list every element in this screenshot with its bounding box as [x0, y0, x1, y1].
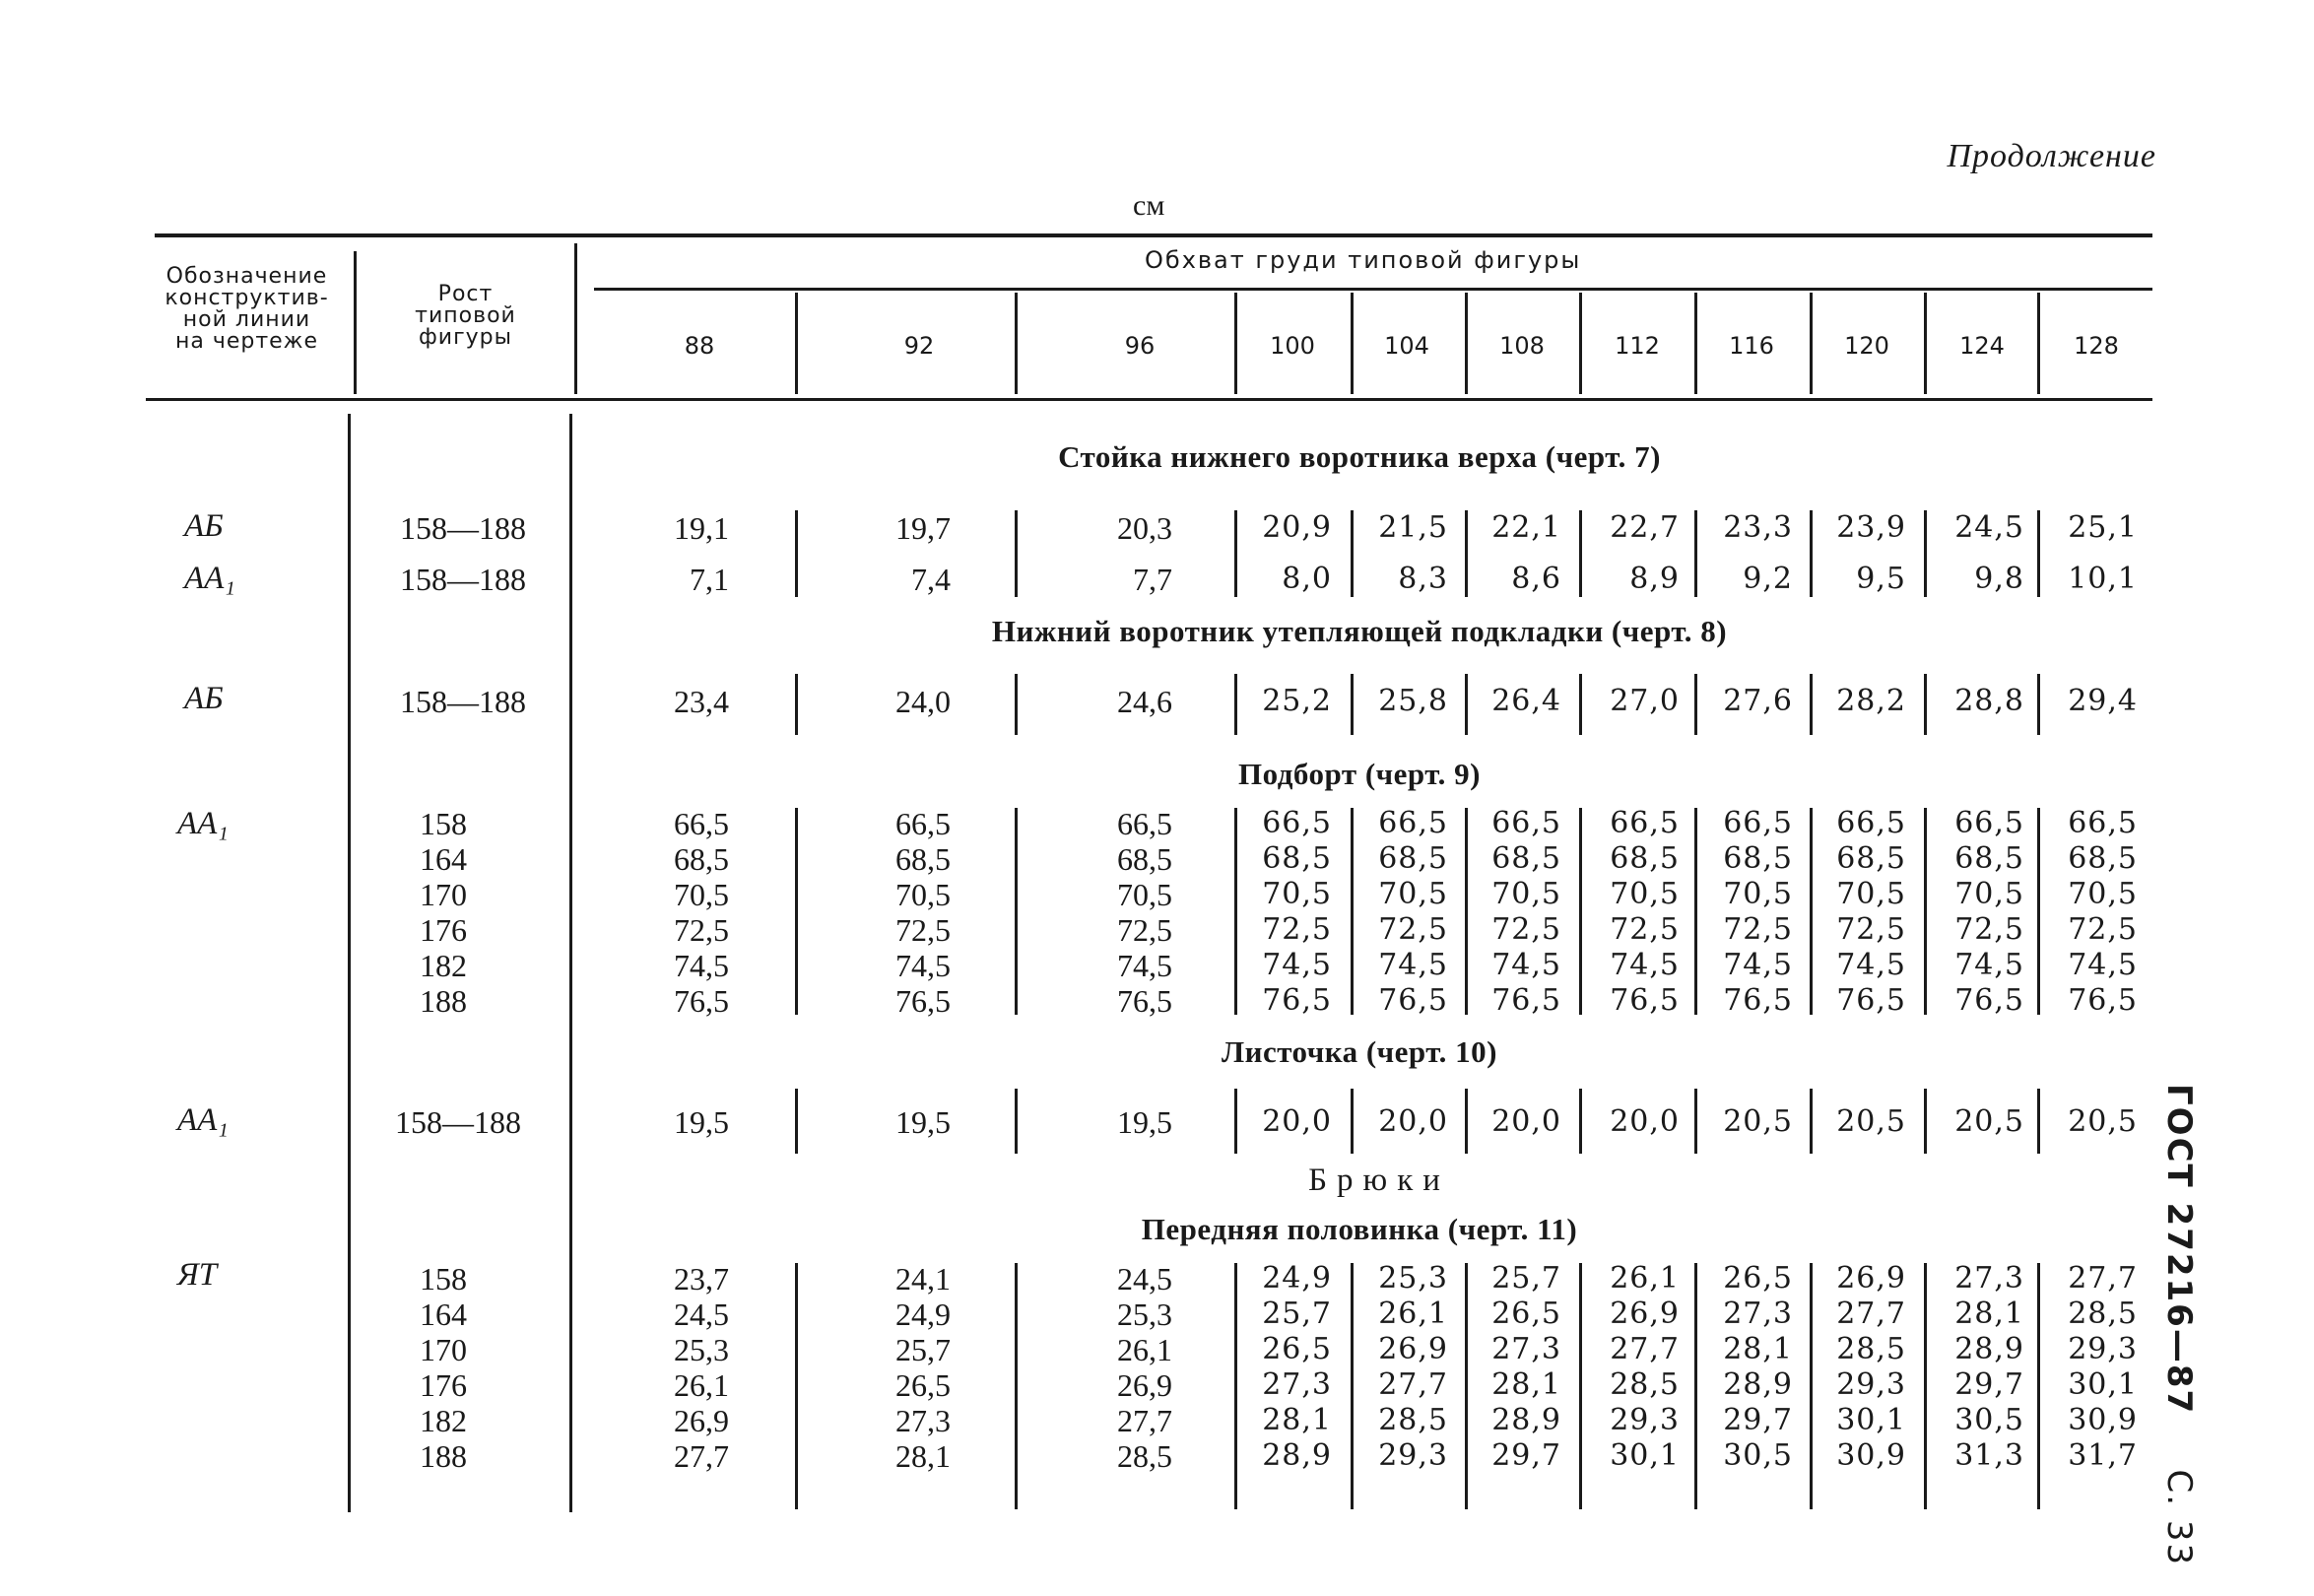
header-divider-2	[574, 243, 577, 394]
cell-divider	[1694, 1089, 1697, 1154]
header-height-line: типовой	[415, 303, 516, 328]
value-column: 26,9 27,7 28,5 29,3 30,1 30,9	[1836, 1261, 1906, 1473]
girth-header: 100	[1270, 332, 1315, 360]
unit-label: см	[1133, 189, 1165, 222]
value-column: 26,1 26,9 27,7 28,5 29,3 30,1	[1610, 1261, 1680, 1473]
value-cell: 27,6	[1723, 684, 1793, 718]
value-column: 66,5 68,5 70,5 72,5 74,5 76,5	[895, 806, 951, 1019]
cell-divider	[1924, 674, 1927, 735]
cell-divider	[1465, 1263, 1468, 1509]
designation: АА₁	[184, 561, 235, 596]
section-title: Нижний воротник утепляющей подкладки (черт. 8)	[991, 614, 1728, 648]
cell-divider	[1351, 808, 1354, 1015]
value-cell: 19,5	[1117, 1104, 1172, 1140]
cell-divider	[1234, 1263, 1237, 1509]
header-divider-1	[354, 251, 357, 394]
cell-divider	[1579, 808, 1582, 1015]
cell-divider	[1015, 510, 1018, 597]
value-cell: 8,6	[1511, 562, 1561, 596]
section-title: Стойка нижнего воротника верха (черт. 7)	[1058, 439, 1661, 474]
side-label	[2159, 1084, 2199, 1596]
girth-header: 120	[1844, 332, 1889, 360]
cell-divider	[795, 674, 798, 735]
value-cell: 7,4	[911, 562, 951, 597]
header-bottom-rule	[146, 398, 2152, 401]
value-cell: 20,0	[1378, 1104, 1448, 1139]
cell-divider	[1924, 1263, 1927, 1509]
header-top-rule	[155, 233, 2152, 237]
cell-divider	[2037, 808, 2040, 1015]
value-cell: 24,6	[1117, 684, 1172, 719]
cell-divider	[1924, 808, 1927, 1015]
girth-divider	[1810, 293, 1813, 394]
girth-header: 128	[2074, 332, 2119, 360]
value-cell: 19,1	[674, 510, 729, 546]
header-height-line: фигуры	[418, 325, 513, 350]
girth-header: 96	[1124, 332, 1156, 360]
value-cell: 23,3	[1723, 510, 1793, 545]
value-column: 66,5 68,5 70,5 72,5 74,5 76,5	[1117, 806, 1172, 1019]
value-cell: 20,5	[1723, 1104, 1793, 1139]
value-cell: 25,8	[1378, 684, 1448, 718]
girth-header: 104	[1384, 332, 1429, 360]
cell-divider	[1015, 1089, 1018, 1154]
cell-divider	[1810, 1263, 1813, 1509]
value-cell: 20,5	[1836, 1104, 1906, 1139]
value-cell: 20,5	[2068, 1104, 2138, 1139]
value-cell: 20,0	[1262, 1104, 1332, 1139]
header-span-rule	[594, 288, 2152, 291]
girth-divider	[1465, 293, 1468, 394]
cell-divider	[795, 808, 798, 1015]
header-height	[360, 284, 571, 349]
group-title: Брюки	[1308, 1163, 1450, 1198]
cell-divider	[1465, 1089, 1468, 1154]
girth-header: 112	[1615, 332, 1660, 360]
value-cell: 10,1	[2068, 562, 2138, 596]
value-column: 66,5 68,5 70,5 72,5 74,5 76,5	[1723, 806, 1793, 1018]
value-cell: 28,2	[1836, 684, 1906, 718]
value-cell: 25,2	[1262, 684, 1332, 718]
girth-divider	[1579, 293, 1582, 394]
cell-divider	[2037, 674, 2040, 735]
page-number: С. 33	[2159, 1469, 2199, 1567]
value-cell: 19,5	[895, 1104, 951, 1140]
value-cell: 24,0	[895, 684, 951, 719]
cell-divider	[1015, 1263, 1018, 1509]
cell-divider	[1351, 674, 1354, 735]
header-designation-line: на чертеже	[174, 329, 319, 354]
value-cell: 25,1	[2068, 510, 2138, 545]
cell-divider	[2037, 1263, 2040, 1509]
header-height-line: Рост	[437, 282, 494, 306]
value-column: 24,9 25,7 26,5 27,3 28,1 28,9	[1262, 1261, 1332, 1473]
header-designation-line: ной линии	[182, 307, 311, 332]
cell-divider	[1810, 674, 1813, 735]
section-title: Подборт (черт. 9)	[1238, 757, 1481, 791]
cell-divider	[1694, 808, 1697, 1015]
header-designation-line: конструктив-	[165, 286, 329, 310]
value-cell: 22,1	[1491, 510, 1561, 545]
value-cell: 9,2	[1743, 562, 1793, 596]
value-column: 24,1 24,9 25,7 26,5 27,3 28,1	[895, 1261, 951, 1474]
value-cell: 20,0	[1491, 1104, 1561, 1139]
value-column: 66,5 68,5 70,5 72,5 74,5 76,5	[2068, 806, 2138, 1018]
value-column: 27,3 28,1 28,9 29,7 30,5 31,3	[1954, 1261, 2024, 1473]
value-column: 66,5 68,5 70,5 72,5 74,5 76,5	[1954, 806, 2024, 1018]
value-column: 66,5 68,5 70,5 72,5 74,5 76,5	[1610, 806, 1680, 1018]
value-cell: 26,4	[1491, 684, 1561, 718]
cell-divider	[1015, 808, 1018, 1015]
value-cell: 8,3	[1398, 562, 1448, 596]
value-column: 25,3 26,1 26,9 27,7 28,5 29,3	[1378, 1261, 1448, 1473]
cell-divider	[795, 1089, 798, 1154]
value-cell: 7,7	[1133, 562, 1172, 597]
designation: АА₁	[177, 806, 229, 841]
cell-divider	[1924, 1089, 1927, 1154]
cell-divider	[1810, 808, 1813, 1015]
value-cell: 24,5	[1954, 510, 2024, 545]
girth-divider	[1234, 293, 1237, 394]
value-cell: 29,4	[2068, 684, 2138, 718]
value-cell: 7,1	[690, 562, 729, 597]
cell-divider	[1465, 808, 1468, 1015]
cell-divider	[1579, 1089, 1582, 1154]
cell-divider	[1579, 674, 1582, 735]
value-cell: 19,7	[895, 510, 951, 546]
height-range: 158—188	[400, 684, 526, 719]
value-column: 24,5 25,3 26,1 26,9 27,7 28,5	[1117, 1261, 1172, 1474]
value-cell: 8,9	[1629, 562, 1680, 596]
designation: АБ	[184, 508, 224, 544]
value-column: 26,5 27,3 28,1 28,9 29,7 30,5	[1723, 1261, 1793, 1473]
girth-divider	[1015, 293, 1018, 394]
body-divider-1	[348, 414, 351, 1512]
girth-header: 108	[1499, 332, 1545, 360]
value-cell: 28,8	[1954, 684, 2024, 718]
header-chest-girth: Обхват груди типовой фигуры	[1145, 246, 1582, 274]
cell-divider	[1234, 674, 1237, 735]
value-cell: 22,7	[1610, 510, 1680, 545]
height-range: 158—188	[400, 562, 526, 597]
value-cell: 8,0	[1282, 562, 1332, 596]
cell-divider	[1465, 674, 1468, 735]
height-range: 158—188	[400, 510, 526, 546]
height-range: 158—188	[395, 1104, 521, 1140]
cell-divider	[1234, 808, 1237, 1015]
designation: АА₁	[177, 1102, 229, 1138]
value-cell: 21,5	[1378, 510, 1448, 545]
value-column: 66,5 68,5 70,5 72,5 74,5 76,5	[1836, 806, 1906, 1018]
designation: АБ	[184, 681, 224, 716]
girth-divider	[795, 293, 798, 394]
value-column: 25,7 26,5 27,3 28,1 28,9 29,7	[1491, 1261, 1561, 1473]
header-designation	[146, 266, 348, 353]
height-list: 158 164 170 176 182 188	[420, 1261, 467, 1474]
value-column: 23,7 24,5 25,3 26,1 26,9 27,7	[674, 1261, 729, 1474]
value-cell: 20,9	[1262, 510, 1332, 545]
cell-divider	[1351, 1089, 1354, 1154]
girth-header: 88	[684, 332, 715, 360]
value-cell: 20,3	[1117, 510, 1172, 546]
designation: ЯТ	[177, 1257, 218, 1293]
girth-divider	[2037, 293, 2040, 394]
girth-divider	[1924, 293, 1927, 394]
standard-number: ГОСТ 27216—87	[2159, 1084, 2199, 1416]
girth-divider	[1694, 293, 1697, 394]
cell-divider	[1351, 1263, 1354, 1509]
value-column: 27,7 28,5 29,3 30,1 30,9 31,7	[2068, 1261, 2138, 1473]
girth-header: 116	[1729, 332, 1774, 360]
continuation-label: Продолжение	[1947, 138, 2156, 174]
cell-divider	[1234, 1089, 1237, 1154]
girth-header: 92	[903, 332, 935, 360]
value-cell: 27,0	[1610, 684, 1680, 718]
cell-divider	[795, 1263, 798, 1509]
value-cell: 23,4	[674, 684, 729, 719]
cell-divider	[1810, 1089, 1813, 1154]
section-title: Листочка (черт. 10)	[1222, 1034, 1497, 1069]
value-cell: 20,5	[1954, 1104, 2024, 1139]
girth-header: 124	[1959, 332, 2005, 360]
cell-divider	[1015, 674, 1018, 735]
cell-divider	[1694, 1263, 1697, 1509]
body-divider-2	[569, 414, 572, 1512]
value-cell: 9,5	[1856, 562, 1906, 596]
value-cell: 19,5	[674, 1104, 729, 1140]
value-column: 66,5 68,5 70,5 72,5 74,5 76,5	[1378, 806, 1448, 1018]
girth-divider	[1351, 293, 1354, 394]
value-column: 66,5 68,5 70,5 72,5 74,5 76,5	[1262, 806, 1332, 1018]
cell-divider	[1579, 1263, 1582, 1509]
header-designation-line: Обозначение	[165, 264, 328, 289]
value-cell: 20,0	[1610, 1104, 1680, 1139]
value-cell: 9,8	[1974, 562, 2024, 596]
cell-divider	[1694, 674, 1697, 735]
height-list: 158 164 170 176 182 188	[420, 806, 467, 1019]
value-column: 66,5 68,5 70,5 72,5 74,5 76,5	[1491, 806, 1561, 1018]
cell-divider	[795, 510, 798, 597]
value-cell: 23,9	[1836, 510, 1906, 545]
value-column: 66,5 68,5 70,5 72,5 74,5 76,5	[674, 806, 729, 1019]
section-title: Передняя половинка (черт. 11)	[1141, 1212, 1578, 1246]
cell-divider	[2037, 1089, 2040, 1154]
